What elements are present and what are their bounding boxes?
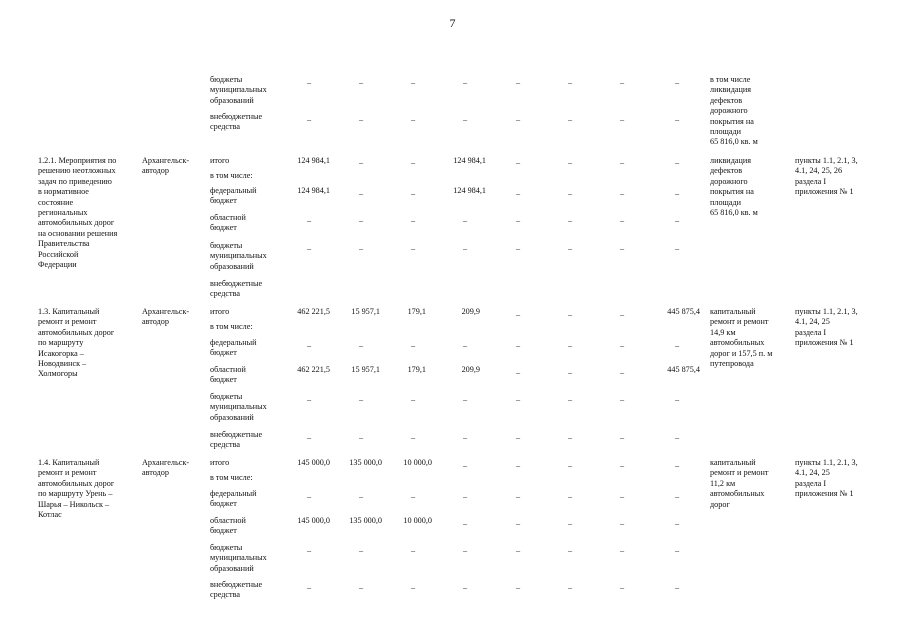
empty-cell-dash: – <box>515 78 521 87</box>
empty-cell-dash: – <box>567 583 573 592</box>
empty-cell-dash: – <box>619 583 625 592</box>
value-year: 445 875,4 <box>667 365 700 374</box>
source-federal: федеральный бюджет <box>210 186 257 206</box>
source-municipal: бюджеты муниципальных образований <box>210 543 267 573</box>
executor: Архангельск- автодор <box>142 307 190 327</box>
empty-cell-dash: – <box>358 158 364 167</box>
empty-cell-dash: – <box>674 189 680 198</box>
value-year: 445 875,4 <box>667 307 700 316</box>
empty-cell-dash: – <box>462 78 468 87</box>
empty-cell-dash: – <box>358 216 364 225</box>
empty-cell-dash: – <box>567 78 573 87</box>
source-oblast: областной бюджет <box>210 365 246 385</box>
empty-cell-dash: – <box>306 341 312 350</box>
link-text: пункты 1.1, 2.1, 3, 4.1, 24, 25, 26 раздела I приложения № 1 <box>795 156 858 197</box>
empty-cell-dash: – <box>619 546 625 555</box>
value-total: 462 221,5 <box>297 365 330 374</box>
empty-cell-dash: – <box>619 216 625 225</box>
value-year: 124 984,1 <box>453 156 486 165</box>
result-text: ликвидация дефектов дорожного покрытия на площади 65 816,0 кв. м <box>710 156 758 218</box>
value-year: 124 984,1 <box>453 186 486 195</box>
empty-cell-dash: – <box>619 433 625 442</box>
empty-cell-dash: – <box>462 244 468 253</box>
empty-cell-dash: – <box>567 189 573 198</box>
empty-cell-dash: – <box>515 244 521 253</box>
empty-cell-dash: – <box>619 368 625 377</box>
empty-cell-dash: – <box>358 395 364 404</box>
empty-cell-dash: – <box>462 115 468 124</box>
empty-cell-dash: – <box>619 78 625 87</box>
empty-cell-dash: – <box>567 519 573 528</box>
empty-cell-dash: – <box>674 244 680 253</box>
source-v-tom-chisle: в том числе: <box>210 473 253 482</box>
empty-cell-dash: – <box>674 433 680 442</box>
source-v-tom-chisle: в том числе: <box>210 171 253 180</box>
empty-cell-dash: – <box>674 519 680 528</box>
empty-cell-dash: – <box>410 583 416 592</box>
value-year: 179,1 <box>407 365 426 374</box>
empty-cell-dash: – <box>358 78 364 87</box>
empty-cell-dash: – <box>410 244 416 253</box>
empty-cell-dash: – <box>410 492 416 501</box>
result-text: капитальный ремонт и ремонт 14,9 км автомобильных дорог и 157,5 п. м путепровода <box>710 307 773 369</box>
empty-cell-dash: – <box>619 492 625 501</box>
empty-cell-dash: – <box>410 158 416 167</box>
empty-cell-dash: – <box>515 115 521 124</box>
empty-cell-dash: – <box>567 158 573 167</box>
source-federal: федеральный бюджет <box>210 489 257 509</box>
empty-cell-dash: – <box>410 433 416 442</box>
value-year: 15 957,1 <box>351 365 380 374</box>
empty-cell-dash: – <box>306 78 312 87</box>
source-municipal: бюджеты муниципальных образований <box>210 241 267 271</box>
empty-cell-dash: – <box>515 433 521 442</box>
link-text: пункты 1.1, 2.1, 3, 4.1, 24, 25 раздела I приложения № 1 <box>795 307 858 348</box>
link-text: пункты 1.1, 2.1, 3, 4.1, 24, 25 раздела I приложения № 1 <box>795 458 858 499</box>
empty-cell-dash: – <box>515 368 521 377</box>
value-year: 209,9 <box>461 365 480 374</box>
empty-cell-dash: – <box>567 341 573 350</box>
empty-cell-dash: – <box>515 492 521 501</box>
empty-cell-dash: – <box>358 433 364 442</box>
measure-name: 1.2.1. Мероприятия по решению неотложных задач по приведению в нормативное состояние региональных автомобильных дорог на основании решения Правительства Российской Федерации <box>38 156 118 270</box>
empty-cell-dash: – <box>619 244 625 253</box>
empty-cell-dash: – <box>358 583 364 592</box>
empty-cell-dash: – <box>567 492 573 501</box>
empty-cell-dash: – <box>515 519 521 528</box>
result-text: в том числе ликвидация дефектов дорожного покрытия на площади 65 816,0 кв. м <box>710 75 758 147</box>
source-v-tom-chisle: в том числе: <box>210 322 253 331</box>
source-extra: внебюджетные средства <box>210 580 263 600</box>
empty-cell-dash: – <box>462 583 468 592</box>
empty-cell-dash: – <box>410 78 416 87</box>
result-text: капитальный ремонт и ремонт 11,2 км автомобильных дорог <box>710 458 769 509</box>
source-itogo: итого <box>210 307 230 316</box>
empty-cell-dash: – <box>619 461 625 470</box>
value-year: 209,9 <box>461 307 480 316</box>
empty-cell-dash: – <box>410 216 416 225</box>
value-year: 15 957,1 <box>351 307 380 316</box>
empty-cell-dash: – <box>567 244 573 253</box>
empty-cell-dash: – <box>567 395 573 404</box>
page-number: 7 <box>449 16 456 30</box>
empty-cell-dash: – <box>515 216 521 225</box>
empty-cell-dash: – <box>462 492 468 501</box>
value-year: 135 000,0 <box>349 458 382 467</box>
empty-cell-dash: – <box>567 216 573 225</box>
source-extra: внебюджетные средства <box>210 430 263 450</box>
value-total: 462 221,5 <box>297 307 330 316</box>
empty-cell-dash: – <box>619 115 625 124</box>
empty-cell-dash: – <box>515 189 521 198</box>
empty-cell-dash: – <box>567 433 573 442</box>
empty-cell-dash: – <box>619 341 625 350</box>
empty-cell-dash: – <box>515 341 521 350</box>
empty-cell-dash: – <box>567 546 573 555</box>
empty-cell-dash: – <box>515 583 521 592</box>
empty-cell-dash: – <box>306 244 312 253</box>
value-total: 145 000,0 <box>297 516 330 525</box>
empty-cell-dash: – <box>674 78 680 87</box>
empty-cell-dash: – <box>306 433 312 442</box>
empty-cell-dash: – <box>462 395 468 404</box>
value-total: 145 000,0 <box>297 458 330 467</box>
empty-cell-dash: – <box>358 244 364 253</box>
empty-cell-dash: – <box>358 492 364 501</box>
empty-cell-dash: – <box>619 189 625 198</box>
empty-cell-dash: – <box>674 492 680 501</box>
empty-cell-dash: – <box>410 115 416 124</box>
empty-cell-dash: – <box>674 583 680 592</box>
empty-cell-dash: – <box>619 519 625 528</box>
value-year: 135 000,0 <box>349 516 382 525</box>
empty-cell-dash: – <box>515 310 521 319</box>
empty-cell-dash: – <box>410 341 416 350</box>
empty-cell-dash: – <box>515 461 521 470</box>
empty-cell-dash: – <box>410 189 416 198</box>
source-itogo: итого <box>210 458 230 467</box>
source-municipal: бюджеты муниципальных образований <box>210 75 267 105</box>
empty-cell-dash: – <box>567 368 573 377</box>
empty-cell-dash: – <box>462 461 468 470</box>
empty-cell-dash: – <box>462 519 468 528</box>
empty-cell-dash: – <box>358 341 364 350</box>
source-oblast: областной бюджет <box>210 213 246 233</box>
empty-cell-dash: – <box>619 310 625 319</box>
empty-cell-dash: – <box>515 395 521 404</box>
empty-cell-dash: – <box>674 546 680 555</box>
empty-cell-dash: – <box>674 461 680 470</box>
empty-cell-dash: – <box>674 115 680 124</box>
source-federal: федеральный бюджет <box>210 338 257 358</box>
empty-cell-dash: – <box>358 115 364 124</box>
empty-cell-dash: – <box>515 546 521 555</box>
empty-cell-dash: – <box>306 492 312 501</box>
value-total: 124 984,1 <box>297 156 330 165</box>
empty-cell-dash: – <box>358 546 364 555</box>
empty-cell-dash: – <box>462 546 468 555</box>
measure-name: 1.3. Капитальный ремонт и ремонт автомобильных дорог по маршруту Исакогорка – Новодвинск – Холмогоры <box>38 307 115 379</box>
empty-cell-dash: – <box>462 433 468 442</box>
empty-cell-dash: – <box>462 216 468 225</box>
empty-cell-dash: – <box>306 583 312 592</box>
value-year: 10 000,0 <box>403 458 432 467</box>
empty-cell-dash: – <box>674 216 680 225</box>
empty-cell-dash: – <box>567 115 573 124</box>
empty-cell-dash: – <box>619 395 625 404</box>
empty-cell-dash: – <box>674 395 680 404</box>
executor: Архангельск- автодор <box>142 156 190 176</box>
source-municipal: бюджеты муниципальных образований <box>210 392 267 422</box>
value-total: 124 984,1 <box>297 186 330 195</box>
source-extra: внебюджетные средства <box>210 112 263 132</box>
empty-cell-dash: – <box>567 461 573 470</box>
empty-cell-dash: – <box>410 546 416 555</box>
empty-cell-dash: – <box>462 341 468 350</box>
empty-cell-dash: – <box>674 341 680 350</box>
source-extra: внебюджетные средства <box>210 279 263 299</box>
empty-cell-dash: – <box>358 189 364 198</box>
value-year: 179,1 <box>407 307 426 316</box>
empty-cell-dash: – <box>306 395 312 404</box>
empty-cell-dash: – <box>306 115 312 124</box>
empty-cell-dash: – <box>410 395 416 404</box>
empty-cell-dash: – <box>619 158 625 167</box>
executor: Архангельск- автодор <box>142 458 190 478</box>
empty-cell-dash: – <box>674 158 680 167</box>
empty-cell-dash: – <box>515 158 521 167</box>
measure-name: 1.4. Капитальный ремонт и ремонт автомобильных дорог по маршруту Урень – Шарья – Никольск – Котлас <box>38 458 115 520</box>
empty-cell-dash: – <box>306 546 312 555</box>
empty-cell-dash: – <box>567 310 573 319</box>
source-oblast: областной бюджет <box>210 516 246 536</box>
source-itogo: итого <box>210 156 230 165</box>
value-year: 10 000,0 <box>403 516 432 525</box>
empty-cell-dash: – <box>306 216 312 225</box>
